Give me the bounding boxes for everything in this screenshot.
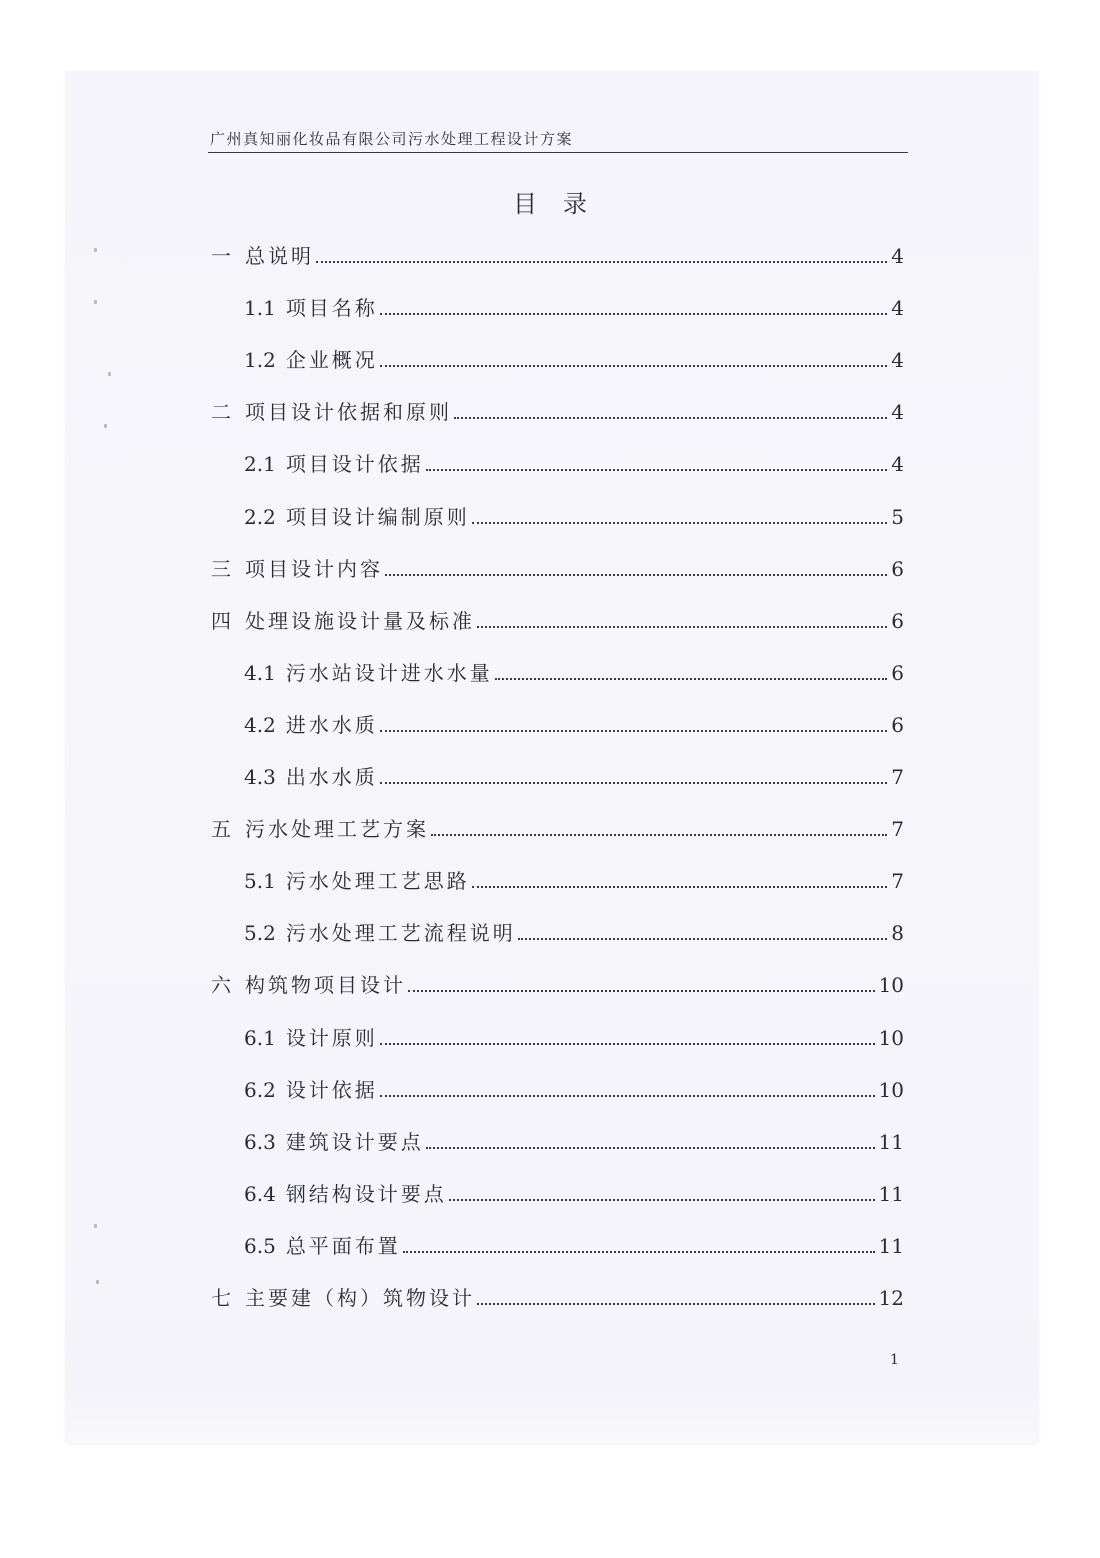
toc-entry-page: 11 xyxy=(878,1181,904,1206)
toc-entry[interactable] xyxy=(211,556,904,582)
toc-entry[interactable] xyxy=(244,660,904,686)
toc-entry-page: 6 xyxy=(891,608,904,633)
toc-entry-number: 5.2 xyxy=(244,921,276,946)
toc-dot-leader xyxy=(316,260,887,263)
toc-entry-number: 6.3 xyxy=(244,1129,276,1154)
toc-entry[interactable] xyxy=(244,295,904,321)
toc-entry-page: 8 xyxy=(891,921,904,946)
toc-entry-label: 企业概况 xyxy=(285,348,378,373)
toc-entry-label: 构筑物项目设计 xyxy=(245,973,406,998)
toc-entry-number: 4.1 xyxy=(244,660,276,685)
toc-dot-leader xyxy=(408,989,875,992)
toc-entry-number: 三 xyxy=(211,556,231,581)
toc-dot-leader xyxy=(472,521,887,524)
toc-entry-label: 总平面布置 xyxy=(285,1233,401,1258)
toc-entry-label: 项目设计依据和原则 xyxy=(245,400,452,425)
toc-dot-leader xyxy=(380,729,887,732)
toc-entry-page: 6 xyxy=(891,660,904,685)
toc-entry-page: 4 xyxy=(891,348,904,373)
toc-entry-page: 10 xyxy=(878,1077,904,1102)
toc-entry[interactable] xyxy=(244,451,904,477)
toc-entry-label: 项目名称 xyxy=(285,296,378,321)
toc-entry-page: 5 xyxy=(891,504,904,529)
toc-entry[interactable] xyxy=(211,1285,904,1311)
toc-entry-number: 6.4 xyxy=(244,1181,276,1206)
toc-dot-leader xyxy=(472,885,887,888)
toc-entry-page: 4 xyxy=(891,296,904,321)
toc-entry-page: 4 xyxy=(891,400,904,425)
toc-entry-label: 建筑设计要点 xyxy=(285,1129,424,1154)
toc-entry-label: 项目设计内容 xyxy=(245,556,383,581)
toc-entry-number: 2.2 xyxy=(244,504,276,529)
toc-dot-leader xyxy=(426,1146,875,1149)
toc-dot-leader xyxy=(403,1250,875,1253)
toc-entry-number: 2.1 xyxy=(244,452,276,477)
toc-entry-page: 12 xyxy=(878,1286,904,1310)
toc-entry[interactable] xyxy=(244,1129,904,1155)
toc-entry[interactable] xyxy=(244,868,904,894)
toc-entry-number: 5.1 xyxy=(244,869,276,894)
toc-entry-number: 6.5 xyxy=(244,1233,276,1258)
toc-dot-leader xyxy=(495,677,887,680)
toc-entry-number: 六 xyxy=(211,973,231,998)
toc-entry-label: 进水水质 xyxy=(285,712,378,737)
toc-entry-page: 11 xyxy=(878,1129,904,1154)
page-number: 1 xyxy=(890,1352,899,1368)
toc-entry[interactable] xyxy=(211,608,904,634)
toc-dot-leader xyxy=(380,1042,875,1045)
toc-entry[interactable] xyxy=(244,712,904,738)
toc-dot-leader xyxy=(385,573,887,576)
toc-entry-page: 10 xyxy=(878,973,904,998)
toc-entry-number: 七 xyxy=(211,1286,231,1310)
toc-entry-label: 污水处理工艺方案 xyxy=(245,817,429,842)
toc-entry-number: 1.1 xyxy=(244,296,276,321)
toc-entry-label: 污水处理工艺流程说明 xyxy=(285,921,516,946)
toc-entry[interactable] xyxy=(244,1233,904,1259)
toc-entry-page: 6 xyxy=(891,556,904,581)
toc-entry[interactable] xyxy=(244,920,904,946)
toc-entry-label: 设计依据 xyxy=(285,1077,378,1102)
toc-entry-page: 4 xyxy=(891,244,904,268)
toc-entry[interactable] xyxy=(244,1025,904,1051)
toc-entry-label: 设计原则 xyxy=(285,1025,378,1050)
toc-entry-label: 出水水质 xyxy=(285,765,378,789)
toc-dot-leader xyxy=(380,364,887,367)
toc-dot-leader xyxy=(477,1302,875,1305)
toc-entry-page: 7 xyxy=(891,817,904,842)
toc-entry-number: 一 xyxy=(211,244,231,268)
toc-entry[interactable] xyxy=(244,347,904,373)
toc-entry-number: 二 xyxy=(211,400,231,425)
toc-entry-label: 处理设施设计量及标准 xyxy=(245,608,475,633)
toc-dot-leader xyxy=(477,625,887,628)
toc-entry-number: 6.2 xyxy=(244,1077,276,1102)
header-title: 广州真知丽化妆品有限公司污水处理工程设计方案 xyxy=(210,130,574,148)
toc-dot-leader xyxy=(380,1094,875,1097)
toc-entry[interactable] xyxy=(211,399,904,425)
toc-entry-page: 7 xyxy=(891,765,904,789)
toc-entry-label: 总说明 xyxy=(245,244,314,268)
toc-entry-page: 10 xyxy=(878,1025,904,1050)
toc-entry[interactable] xyxy=(211,816,904,842)
toc-entry-number: 4.3 xyxy=(244,765,276,789)
toc-entry-page: 7 xyxy=(891,869,904,894)
toc-title: 目录 xyxy=(513,190,613,218)
toc-entry-label: 钢结构设计要点 xyxy=(285,1181,447,1206)
toc-entry-label: 项目设计编制原则 xyxy=(285,504,470,529)
toc-entry-label: 项目设计依据 xyxy=(285,452,424,477)
toc-entry[interactable] xyxy=(244,764,904,790)
toc-entry-number: 五 xyxy=(211,817,231,842)
toc-entry-label: 主要建（构）筑物设计 xyxy=(245,1286,475,1310)
toc-entry-page: 11 xyxy=(878,1233,904,1258)
toc-entry[interactable] xyxy=(211,243,904,269)
toc-entry[interactable] xyxy=(211,972,904,998)
toc-entry-number: 1.2 xyxy=(244,348,276,373)
toc-entry-number: 四 xyxy=(211,608,231,633)
toc-dot-leader xyxy=(518,937,887,940)
toc-dot-leader xyxy=(380,312,887,315)
toc-dot-leader xyxy=(426,468,887,471)
toc-dot-leader xyxy=(449,1198,875,1201)
toc-entry-number: 6.1 xyxy=(244,1025,276,1050)
toc-entry[interactable] xyxy=(244,504,904,530)
toc-entry-page: 4 xyxy=(891,452,904,477)
toc-entry-page: 6 xyxy=(891,712,904,737)
toc-entry[interactable] xyxy=(244,1077,904,1103)
toc-dot-leader xyxy=(431,833,887,836)
toc-entry-label: 污水站设计进水水量 xyxy=(285,660,493,685)
toc-entry-number: 4.2 xyxy=(244,712,276,737)
toc-entry-label: 污水处理工艺思路 xyxy=(285,869,470,894)
toc-dot-leader xyxy=(454,416,887,419)
toc-dot-leader xyxy=(380,781,887,784)
toc-entry[interactable] xyxy=(244,1181,904,1207)
